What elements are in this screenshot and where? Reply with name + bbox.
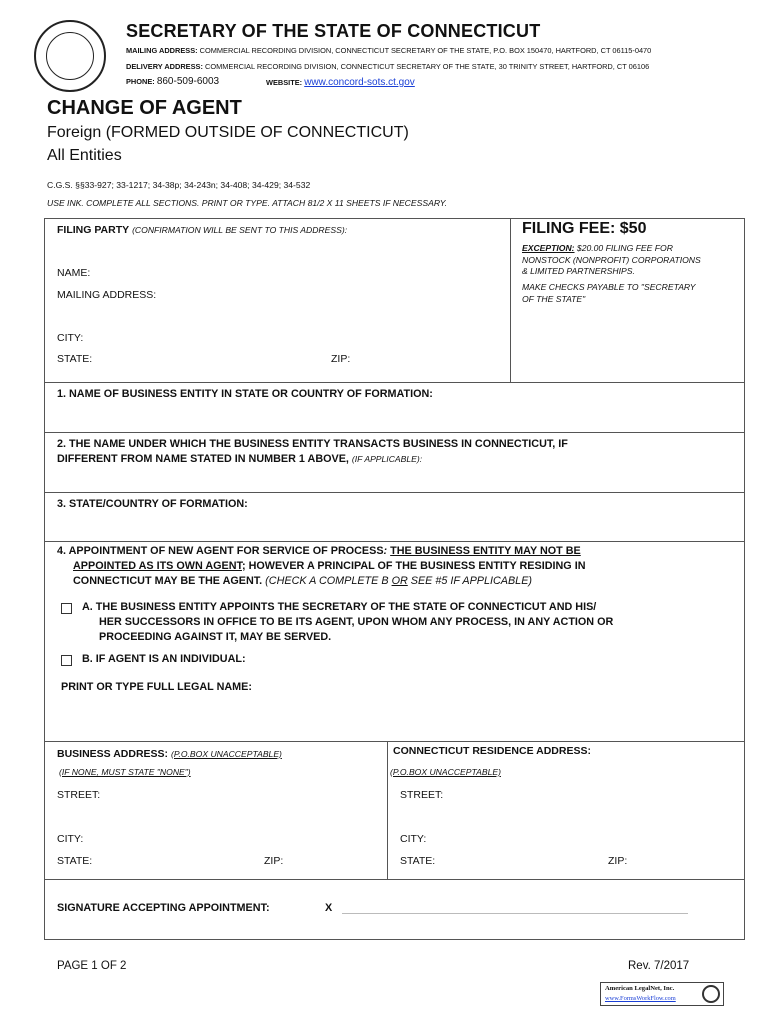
section-2-label: 2. THE NAME UNDER WHICH THE BUSINESS ENTITY TRANSACTS BUSINESS IN CONNECTICUT, IF DIFFERENT FROM NAME STATED IN NUMBER 1 ABOVE, (IF APPLICABLE): bbox=[57, 438, 568, 465]
form-subtitle: Foreign (FORMED OUTSIDE OF CONNECTICUT) bbox=[47, 124, 409, 141]
signature-line[interactable] bbox=[342, 913, 688, 914]
form-title: CHANGE OF AGENT bbox=[47, 97, 242, 119]
option-b-label: B. IF AGENT IS AN INDIVIDUAL: bbox=[82, 653, 246, 665]
residence-state-label: STATE: bbox=[400, 855, 436, 867]
website-line: WEBSITE: www.concord-sots.ct.gov bbox=[266, 77, 415, 88]
residence-city-label: CITY: bbox=[400, 833, 427, 845]
instructions: USE INK. COMPLETE ALL SECTIONS. PRINT OR TYPE. ATTACH 81/2 X 11 SHEETS IF NECESSARY. bbox=[47, 198, 448, 208]
residence-street-label: STREET: bbox=[400, 789, 444, 801]
option-a-label: A. THE BUSINESS ENTITY APPOINTS THE SECRETARY OF THE STATE OF CONNECTICUT AND HIS/ HER SUCCESSORS IN OFFICE TO BE ITS AGENT, UPON WHOM ANY PROCESS, IN ANY ACTION OR PROCEEDING AGAINST IT, MAY BE SERVED. bbox=[82, 601, 614, 643]
statutes: C.G.S. §§33-927; 33-1217; 34-38p; 34-243n; 34-408; 34-429; 34-532 bbox=[47, 180, 311, 190]
business-zip-label: ZIP: bbox=[264, 855, 284, 867]
filing-party-state-label: STATE: bbox=[57, 353, 93, 365]
legal-name-label: PRINT OR TYPE FULL LEGAL NAME: bbox=[61, 681, 252, 693]
delivery-address-line: DELIVERY ADDRESS: COMMERCIAL RECORDING DIVISION, CONNECTICUT SECRETARY OF THE STATE, 30 TRINITY STREET, HARTFORD, CT 06106 bbox=[126, 62, 650, 71]
filing-party-name-label: NAME: bbox=[57, 267, 91, 279]
filing-party-city-label: CITY: bbox=[57, 332, 84, 344]
brand-name: American LegalNet, Inc. bbox=[605, 985, 675, 992]
fee-checks-payable: MAKE CHECKS PAYABLE TO "SECRETARY OF THE STATE" bbox=[522, 282, 696, 304]
phone-line: PHONE: 860-509-6003 bbox=[126, 76, 220, 87]
state-seal bbox=[34, 20, 106, 92]
option-a-checkbox[interactable] bbox=[61, 603, 72, 614]
signature-x: X bbox=[325, 902, 333, 914]
brand-box bbox=[600, 982, 724, 1006]
business-city-label: CITY: bbox=[57, 833, 84, 845]
brand-url[interactable]: www.FormsWorkFlow.com bbox=[605, 995, 676, 1002]
section-1-label: 1. NAME OF BUSINESS ENTITY IN STATE OR COUNTRY OF FORMATION: bbox=[57, 388, 433, 400]
header-title: SECRETARY OF THE STATE OF CONNECTICUT bbox=[126, 21, 541, 41]
residence-address-heading: CONNECTICUT RESIDENCE ADDRESS: bbox=[393, 745, 591, 757]
page-number: PAGE 1 OF 2 bbox=[57, 960, 127, 972]
business-state-label: STATE: bbox=[57, 855, 93, 867]
fee-exception: EXCEPTION: $20.00 FILING FEE FOR NONSTOCK (NONPROFIT) CORPORATIONS & LIMITED PARTNERSHIPS. bbox=[522, 243, 701, 276]
form-subtitle-entities: All Entities bbox=[47, 147, 122, 164]
filing-party-heading: FILING PARTY (CONFIRMATION WILL BE SENT TO THIS ADDRESS): bbox=[57, 224, 348, 236]
business-address-heading: BUSINESS ADDRESS: (P.O.BOX UNACCEPTABLE) bbox=[57, 748, 282, 760]
revision: Rev. 7/2017 bbox=[628, 960, 690, 972]
mailing-address-line: MAILING ADDRESS: COMMERCIAL RECORDING DIVISION, CONNECTICUT SECRETARY OF THE STATE, P.O. BOX 150470, HARTFORD, CT 06115-0470 bbox=[126, 46, 652, 55]
brand-logo-icon bbox=[702, 985, 720, 1003]
option-b-checkbox[interactable] bbox=[61, 655, 72, 666]
filing-fee: FILING FEE: $50 bbox=[522, 220, 647, 237]
filing-party-mailing-label: MAILING ADDRESS: bbox=[57, 289, 157, 301]
business-address-none-note: (IF NONE, MUST STATE "NONE") bbox=[59, 767, 191, 777]
residence-address-note: (P.O.BOX UNACCEPTABLE) bbox=[390, 767, 501, 777]
website-link[interactable]: www.concord-sots.ct.gov bbox=[304, 77, 415, 88]
signature-label: SIGNATURE ACCEPTING APPOINTMENT: bbox=[57, 902, 270, 914]
residence-zip-label: ZIP: bbox=[608, 855, 628, 867]
section-3-label: 3. STATE/COUNTRY OF FORMATION: bbox=[57, 498, 248, 510]
filing-party-zip-label: ZIP: bbox=[331, 353, 351, 365]
section-4-label: 4. APPOINTMENT OF NEW AGENT FOR SERVICE OF PROCESS: THE BUSINESS ENTITY MAY NOT BE APPOINTED AS ITS OWN AGENT; HOWEVER A PRINCIPAL OF THE BUSINESS ENTITY RESIDING IN CONNECTICUT MAY BE THE AGENT. (CHECK A COMPLETE B OR SEE #5 IF APPLICABLE) bbox=[57, 545, 586, 587]
business-street-label: STREET: bbox=[57, 789, 101, 801]
